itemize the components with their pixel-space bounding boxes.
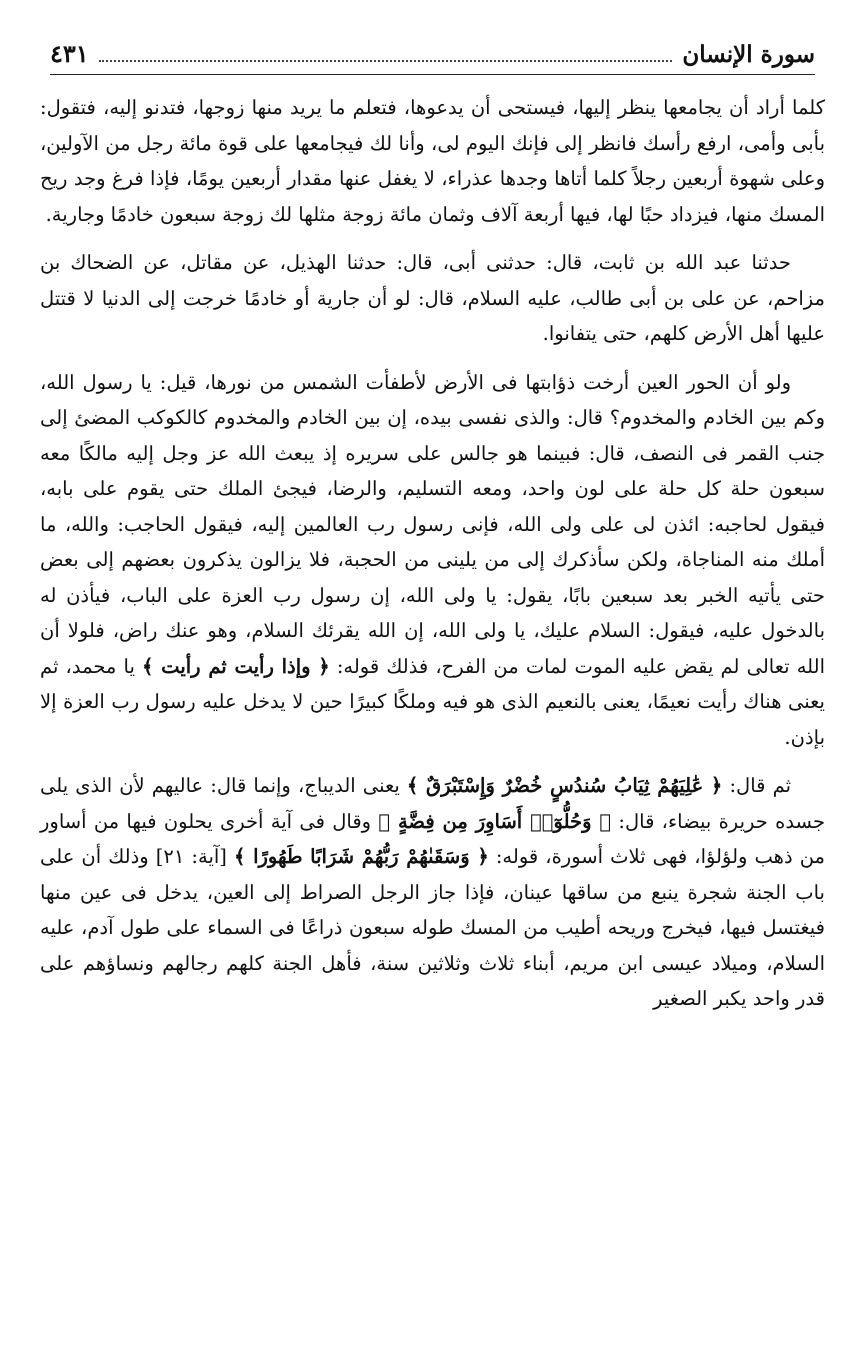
paragraph-4 <box>40 768 825 1017</box>
quran-verse: ﴿ عَٰلِيَهُمْ ثِيَابُ سُندُسٍ خُضْرٌ وَإِسْتَبْرَقٌ ﴾ <box>406 774 723 797</box>
text-body <box>40 90 825 1030</box>
paragraph-segment: وقال فى آية أخرى يحلون فيها من أساور من ذهب ولؤلؤا، فهى ثلاث أسورة، قوله: <box>40 809 825 868</box>
quran-verse: ﴿ وإذا رأيت ثم رأيت ﴾ <box>142 654 330 678</box>
header-leader-dots <box>99 59 673 62</box>
page-number: ٤٣١ <box>50 39 89 68</box>
paragraph-segment: ولو أن الحور العين أرخت ذؤابتها فى الأرض لأطفأت الشمس من نورها، قيل: يا رسول الله، وكم بين الخادم والمخدوم؟ قال: والذى نفسى بيده، إن بين الخادم والمخدوم كالكوكب المضئ إلى جنب القمر فى النصف، قال: فبينما هو جالس على سريره إذ يبعث الله عز وجل إليه مالكًا معه سبعون حلة كل حلة على لون واحد، ومعه التسليم، والرضا، فيجئ الملك حتى يقوم على بابه، فيقول لحاجبه: ائذن لى على ولى الله، فإنى رسول رب العالمين إليه، فيقول الحاجب: والله، ما أملك منه المناجاة، ولكن سأذكرك إلى من يلينى من الحجبة، فلا يزالون يذكرون بعضهم إلى بعض حتى يأتيه الخبر بعد سبعين بابًا، يقول: يا ولى الله، إن رسول رب العزة على الباب، فيأذن له بالدخول عليه، فيقول: السلام عليك، يا ولى الله، إن الله يقرئك السلام، وهو عنك راض، فلولا أن الله تعالى لم يقض عليه الموت لمات من الفرح، فذلك قوله: <box>40 370 825 678</box>
paragraph-3 <box>40 365 825 756</box>
running-header <box>50 30 815 75</box>
quran-verse: ﴿ وَحُلُّوٓا۟ أَسَاوِرَ مِن فِضَّةٍ ﴾ <box>378 809 612 833</box>
paragraph-1: كلما أراد أن يجامعها ينظر إليها، فيستحى أن يدعوها، فتعلم ما يريد منها زوجها، فتدنو إليه، فتقول: بأبى وأمى، ارفع رأسك فانظر إلى فإنك اليوم لى، وأنا لك فيجامعها على قوة مائة رجل من الآولين، وعلى شهوة أربعين رجلاً كلما أتاها وجدها عذراء، لا يغفل عنها مقدار أربعين يومًا، فإذا فرغ وجد ريح المسك منها، فيزداد حبًا لها، فيها أربعة آلاف وثمان مائة زوجة مثلها لك زوجة سبعون خادمًا وجارية. <box>40 96 825 226</box>
surah-title: سورة الإنسان <box>682 41 815 68</box>
paragraph-2: حدثنا عبد الله بن ثابت، قال: حدثنى أبى، قال: حدثنا الهذيل، عن مقاتل، عن الضحاك بن مزاحم، عن على بن أبى طالب، عليه السلام، قال: لو أن جارية أو خادمًا خرجت إلى الدنيا لا قتتل عليها أهل الأرض كلهم، حتى يتفانوا. <box>40 251 825 345</box>
paragraph-segment: يعنى الديباج، وإنما قال: عاليهم لأن الذى يلى جسده حريرة بيضاء، قال: <box>40 774 826 833</box>
paragraph-segment: ثم قال: <box>722 774 791 797</box>
quran-verse: ﴿ وَسَقَىٰهُمْ رَبُّهُمْ شَرَابًا طَهُورًا ﴾ <box>234 845 489 868</box>
paragraph-segment: [آية: ٢١] وذلك أن على باب الجنة شجرة ينبع من ساقها عينان، فإذا جاز الرجل الصراط إلى العين، يدخل فى عين منها فيغتسل فيها، فيخرج وريحه أطيب من المسك طوله سبعون ذراعًا فى السماء على طول آدم، عليه السلام، وميلاد عيسى ابن مريم، أبناء ثلاث وثلاثين سنة، فأهل الجنة كلهم رجالهم ونساؤهم على قدر واحد يكبر الصغير <box>40 845 825 1010</box>
paragraph-segment: يا محمد، ثم يعنى هناك رأيت نعيمًا، يعنى بالنعيم الذى هو فيه وملكًا كبيرًا حين لا يدخل عليه رسول رب العزة إلا بإذن. <box>40 654 825 749</box>
